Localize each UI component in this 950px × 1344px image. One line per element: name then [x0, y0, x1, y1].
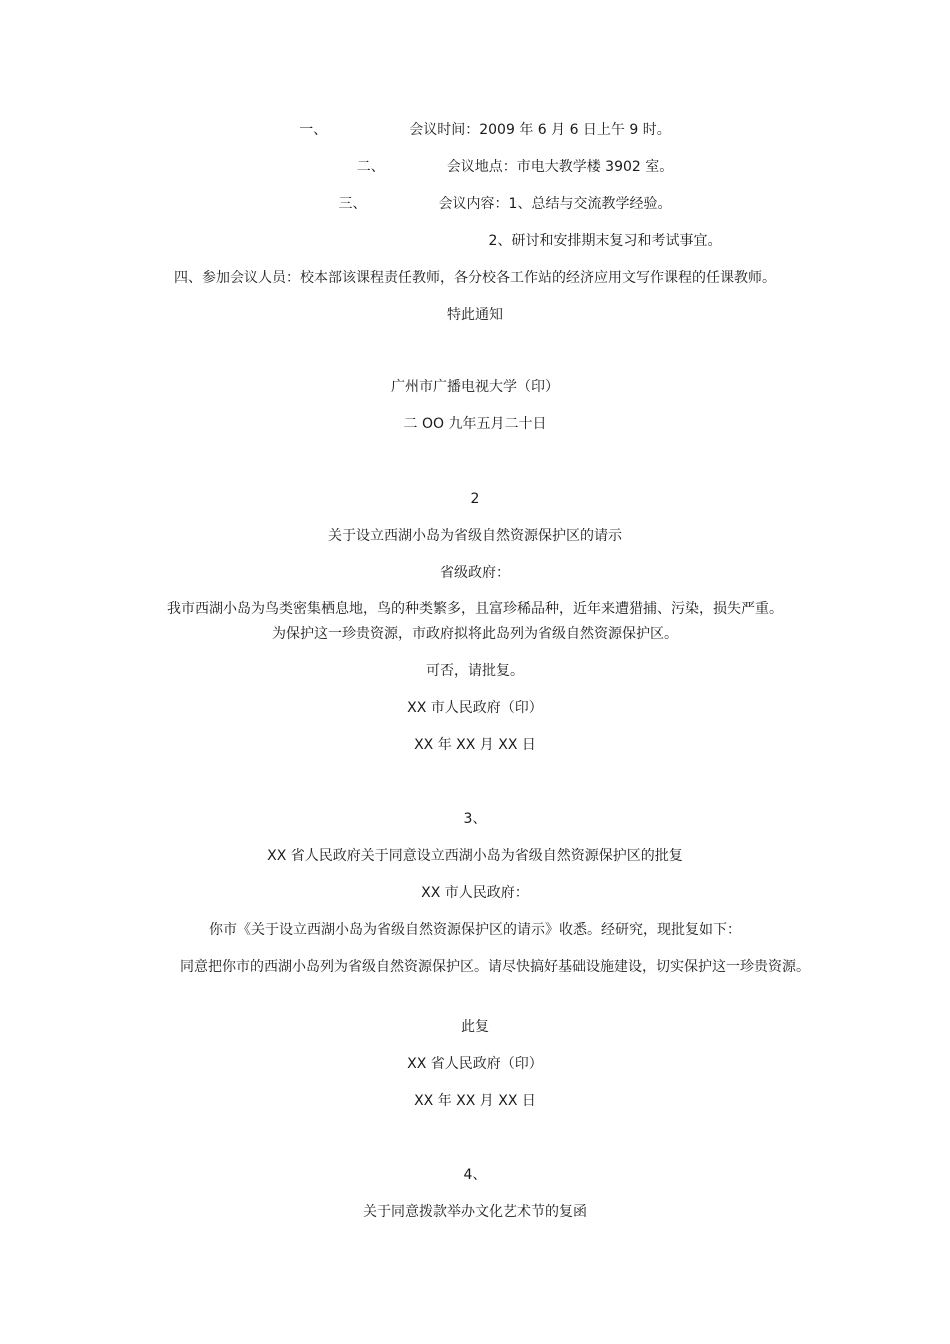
- item-number: 二、: [356, 159, 385, 175]
- request-ask: 可否，请批复。: [426, 663, 524, 679]
- reply-recipient: XX 市人民政府：: [421, 885, 529, 901]
- section-number-2: 2: [470, 491, 480, 507]
- section-number-3: 3、: [463, 811, 487, 827]
- meeting-time: 会议时间：2009 年 6 月 6 日上午 9 时。: [409, 122, 671, 138]
- request-signature: XX 市人民政府（印）: [407, 700, 543, 716]
- request-body-line1: 我市西湖小岛为鸟类密集栖息地，鸟的种类繁多，且富珍稀品种，近年来遭猎捕、污染，损失严重。: [167, 601, 783, 617]
- notice-date: 二 OO 九年五月二十日: [403, 416, 547, 432]
- meeting-location: 会议地点：市电大教学楼 3902 室。: [446, 159, 674, 175]
- reply-signature: XX 省人民政府（印）: [407, 1056, 543, 1072]
- item-number: 一、: [299, 122, 328, 138]
- reply-date: XX 年 XX 月 XX 日: [414, 1093, 536, 1109]
- reply-title: XX 省人民政府关于同意设立西湖小岛为省级自然资源保护区的批复: [267, 848, 683, 864]
- reply-closing: 此复: [461, 1019, 489, 1035]
- meeting-content-line: [0, 194, 950, 214]
- letter-title: 关于同意拨款举办文化艺术节的复函: [363, 1204, 587, 1220]
- item-number: 三、: [338, 196, 367, 212]
- request-title: 关于设立西湖小岛为省级自然资源保护区的请示: [328, 528, 622, 544]
- notice-signature: 广州市广播电视大学（印）: [391, 379, 559, 395]
- reply-body1: 你市《关于设立西湖小岛为省级自然资源保护区的请示》收悉。经研究，现批复如下：: [209, 922, 741, 938]
- request-date: XX 年 XX 月 XX 日: [414, 737, 536, 753]
- meeting-time-line: [0, 120, 950, 140]
- request-recipient: 省级政府：: [440, 565, 510, 581]
- meeting-content: 会议内容：1、总结与交流教学经验。: [438, 196, 672, 212]
- section-number-4: 4、: [463, 1167, 487, 1183]
- reply-body2: 同意把你市的西湖小岛列为省级自然资源保护区。请尽快搞好基础设施建设，切实保护这一珍贵资源。: [180, 959, 810, 975]
- notice-closing: 特此通知: [447, 307, 503, 323]
- meeting-content-sub: 2、研讨和安排期末复习和考试事宜。: [488, 233, 722, 249]
- request-body-line2: 为保护这一珍贵资源，市政府拟将此岛列为省级自然资源保护区。: [272, 626, 678, 642]
- meeting-location-line: [0, 157, 950, 177]
- meeting-attendees: 四、参加会议人员：校本部该课程责任教师，各分校各工作站的经济应用文写作课程的任课教师。: [174, 270, 776, 286]
